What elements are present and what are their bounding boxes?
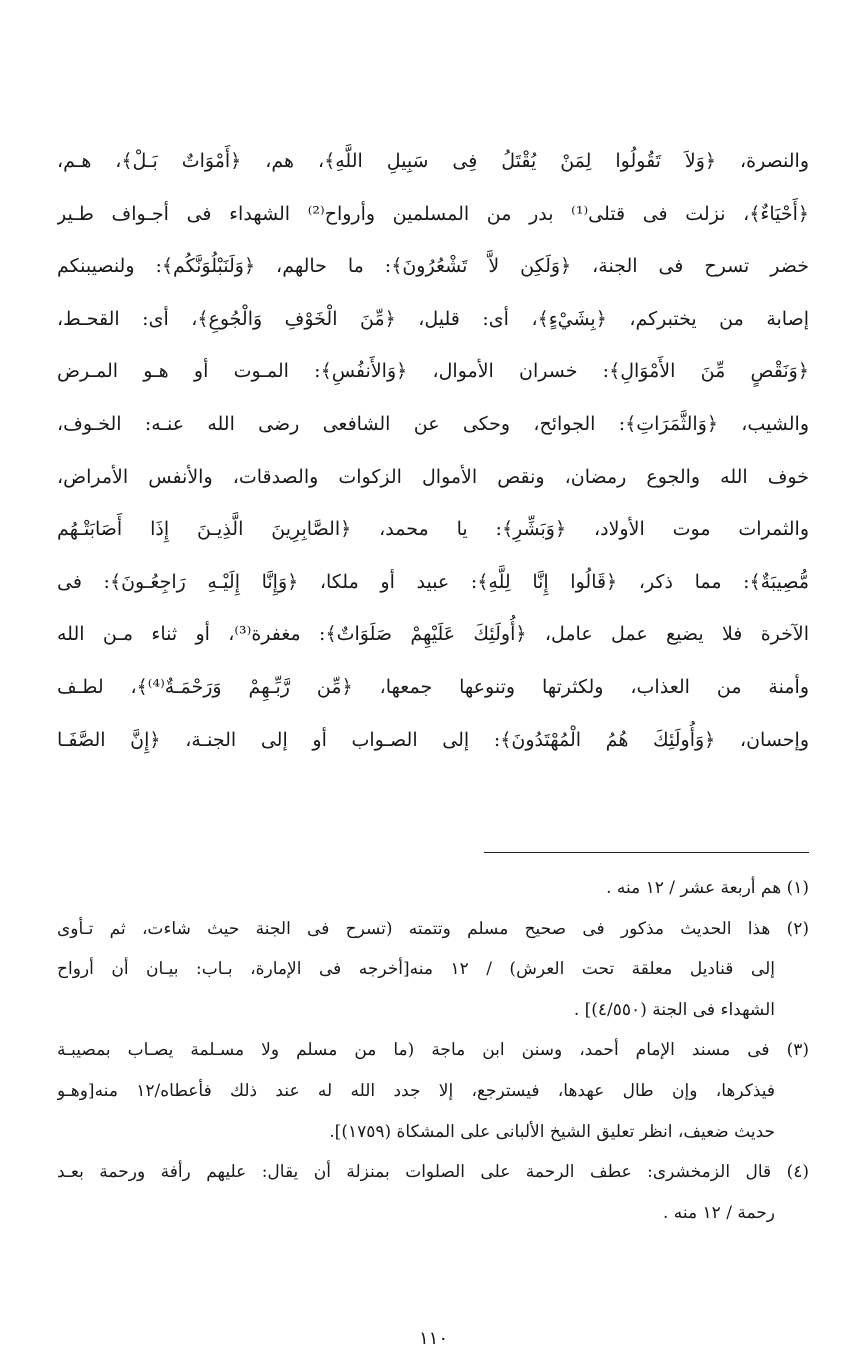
footnote-1: (١) هم أربعة عشر / ١٢ منه .: [606, 878, 809, 898]
main-text-line: ﴿أَحْيَاءٌ﴾، نزلت فى قتلى⁽¹⁾ بدر من المسلمين وأرواح⁽²⁾ الشهداء فى أجـواف طـير: [57, 202, 809, 225]
main-text-line: والنصرة، ﴿وَلاَ تَقُولُوا لِمَنْ يُقْتَلُ فِى سَبِيلِ اللَّهِ﴾، هم، ﴿أَمْوَاتٌ بَـلْ﴾، هـم،: [57, 150, 809, 172]
main-text-line: الآخرة فلا يضيع عمل عامل، ﴿أُولَئِكَ عَلَيْهِمْ صَلَوَاتٌ﴾: مغفرة⁽³⁾، أو ثناء مـن الله: [57, 623, 809, 646]
footnote-3-continued: حديث ضعيف، انظر تعليق الشيخ الألبانى على المشكاة (١٧٥٩)].: [329, 1121, 775, 1142]
main-text-line: مُّصِيبَةٌ﴾: مما ذكر، ﴿قَالُوا إِنَّا لِلَّهِ﴾: عبيد أو ملكا، ﴿وَإِنَّا إِلَيْـهِ رَاجِعُـونَ﴾: فى: [57, 570, 809, 593]
main-text-line: خضر تسرح فى الجنة، ﴿وَلَكِن لاَّ تَشْعُرُونَ﴾: ما حالهم، ﴿وَلَنَبْلُوَنَّكُم﴾: ولنصيبنكم: [57, 255, 809, 278]
footnote-4-continued: رحمة / ١٢ منه .: [662, 1202, 775, 1223]
footnote-divider: [484, 852, 809, 853]
footnote-3-continued: فيذكرها، وإن طال عهدها، فيسترجع، إلا جدد الله له عند ذلك فأعطاه/١٢ منه[وهـو: [57, 1080, 775, 1101]
main-text-line: خوف الله والجوع رمضان، ونقص الأموال الزكوات والصدقات، والأنفس الأمراض،: [57, 465, 809, 488]
page-number: ١١٠: [418, 1328, 448, 1349]
footnote-2: (٢) هذا الحديث مذكور فى صحيح مسلم وتتمته (تسرح فى الجنة حيث شاءت، ثم تـأوى: [57, 918, 809, 939]
main-text-line: والثمرات موت الأولاد، ﴿وَبَشِّرِ﴾: يا محمد، ﴿الصَّابِرِينَ الَّذِيـنَ إِذَا أَصَابَتْـهُم: [57, 518, 809, 541]
footnotes-block: [57, 868, 809, 1233]
footnote-2-continued: إلى قناديل معلقة تحت العرش) / ١٢ منه[أخرجه فى الإمارة، بـاب: بيـان أن أرواح: [57, 959, 776, 980]
main-text-line: وأمنة من العذاب، ولكثرتها وتنوعها جمعها، ﴿مِّن رَّبِّـهِمْ وَرَحْمَـةٌ⁽⁴⁾﴾، لطـف: [57, 675, 809, 698]
main-text-line: إصابة من يختبركم، ﴿بِشَيْءٍ﴾، أى: قليل، ﴿مِّنَ الْخَوْفِ وَالْجُوعِ﴾، أى: القحـط،: [57, 307, 809, 330]
main-text-line: ﴿وَنَقْصٍ مِّنَ الأَمْوَالِ﴾: خسران الأموال، ﴿وَالأَنفُسِ﴾: المـوت أو هـو المـرض: [57, 360, 809, 383]
main-text-line: وإحسان، ﴿وَأُولَئِكَ هُمُ الْمُهْتَدُونَ﴾: إلى الصـواب أو إلى الجنـة، ﴿إِنَّ الصَّفَـا: [57, 728, 809, 751]
footnote-2-continued: الشهداء فى الجنة (٤/٥٥٠)] .: [573, 999, 775, 1020]
main-text-line: والشيب، ﴿وَالثَّمَرَاتِ﴾: الجوائح، وحكى عن الشافعى رضى الله عنـه: الخـوف،: [57, 412, 809, 435]
footnote-3: (٣) فى مسند الإمام أحمد، وسنن ابن ماجة (ما من مسلم ولا مسـلمة يصـاب بمصيبـة: [57, 1040, 809, 1061]
footnote-4: (٤) قال الزمخشرى: عطف الرحمة على الصلوات بمنزلة أن يقال: عليهم رأفة ورحمة بعـد: [57, 1162, 809, 1183]
main-text-block: [57, 135, 809, 766]
